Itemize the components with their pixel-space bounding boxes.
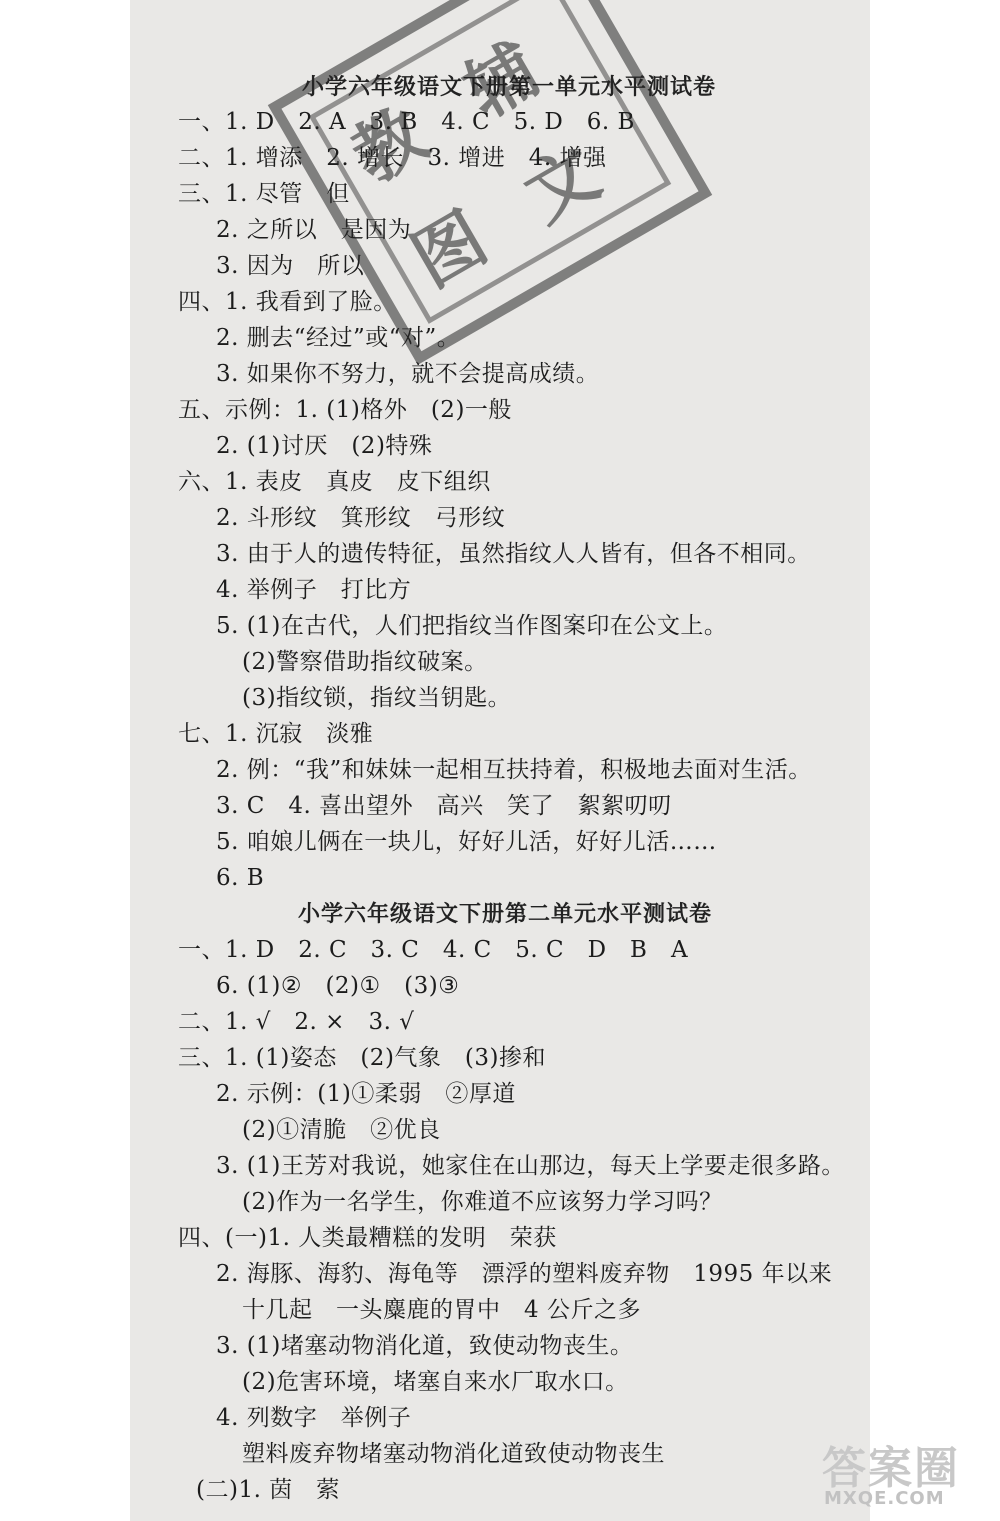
- stamp-glyph: 图: [398, 196, 501, 303]
- answer-line: 2. 之所以 是因为: [216, 217, 412, 243]
- answer-line: 3. C 4. 喜出望外 高兴 笑了 絮絮叨叨: [216, 793, 672, 819]
- stamp-glyph: 辅: [451, 27, 553, 134]
- answer-line: 4. 举例子 打比方: [216, 577, 412, 603]
- answer-line: 3. (1)王芳对我说，她家住在山那边，每天上学要走很多路。: [216, 1153, 845, 1179]
- answer-line: (2)作为一名学生，你难道不应该努力学习吗？: [242, 1189, 723, 1215]
- answer-line: 七、1. 沉寂 淡雅: [178, 721, 374, 747]
- answer-line: 2. 删去“经过”或“对”。: [216, 325, 461, 351]
- answer-line: 十几起 一头麋鹿的胃中 4 公斤之多: [242, 1297, 641, 1323]
- answer-line: (二)1. 茵 萦: [196, 1477, 340, 1503]
- answer-line: (2)危害环境，堵塞自来水厂取水口。: [242, 1369, 629, 1395]
- answer-line: 三、1. (1)姿态 (2)气象 (3)掺和: [178, 1045, 546, 1071]
- answer-line: 3. (1)堵塞动物消化道，致使动物丧生。: [216, 1333, 634, 1359]
- answer-line: 4. 列数字 举例子: [216, 1405, 412, 1431]
- answer-line: 5. 咱娘儿俩在一块儿，好好儿活，好好儿活……: [216, 829, 717, 855]
- stamp-glyph: 教: [338, 92, 441, 199]
- answer-line: 五、示例：1. (1)格外 (2)一般: [178, 397, 512, 423]
- answer-line: (2)①清脆 ②优良: [242, 1117, 441, 1143]
- answer-line: 6. B: [216, 865, 265, 891]
- answer-line: 四、(一)1. 人类最糟糕的发明 荣获: [178, 1225, 557, 1251]
- answer-line: 塑料废弃物堵塞动物消化道致使动物丧生: [242, 1441, 665, 1467]
- answer-line: 二、1. √ 2. × 3. √: [178, 1009, 415, 1035]
- section-1-title: 小学六年级语文下册第一单元水平测试卷: [302, 74, 717, 100]
- answer-line: 3. 由于人的遗传特征，虽然指纹人人皆有，但各不相同。: [216, 541, 811, 567]
- answer-line: 2. 海豚、海豹、海龟等 漂浮的塑料废弃物 1995 年以来: [216, 1261, 833, 1287]
- answer-line: (3)指纹锁，指纹当钥匙。: [242, 685, 512, 711]
- answer-line: 三、1. 尽管 但: [178, 181, 350, 207]
- answer-line: 四、1. 我看到了脸。: [178, 289, 397, 315]
- answer-line: 3. 因为 所以: [216, 253, 365, 279]
- logo-url: MXQE.COM: [824, 1488, 945, 1509]
- stamp-glyph: 文: [511, 131, 613, 238]
- answer-line: 6. (1)② (2)① (3)③: [216, 973, 460, 999]
- answer-line: (2)警察借助指纹破案。: [242, 649, 488, 675]
- answer-site-logo-icon: [822, 1432, 992, 1512]
- logo-text: 答案圈: [822, 1443, 960, 1494]
- answer-line: 六、1. 表皮 真皮 皮下组织: [178, 469, 491, 495]
- answer-line: 2. (1)讨厌 (2)特殊: [216, 433, 433, 459]
- answer-line: 二、1. 增添 2. 增长 3. 增进 4. 增强: [178, 145, 607, 171]
- answer-line: 2. 示例：(1)①柔弱 ②厚道: [216, 1081, 516, 1107]
- answer-line: 一、1. D 2. A 3. B 4. C 5. D 6. B: [178, 109, 635, 135]
- answer-line: 3. 如果你不努力，就不会提高成绩。: [216, 361, 600, 387]
- answer-line: 2. 例：“我”和妹妹一起相互扶持着，积极地去面对生活。: [216, 757, 812, 783]
- answer-line: 5. (1)在古代，人们把指纹当作图案印在公文上。: [216, 613, 728, 639]
- section-2-title: 小学六年级语文下册第二单元水平测试卷: [298, 901, 713, 927]
- answer-line: 2. 斗形纹 箕形纹 弓形纹: [216, 505, 506, 531]
- answer-line: 一、1. D 2. C 3. C 4. C 5. C D B A: [178, 937, 689, 963]
